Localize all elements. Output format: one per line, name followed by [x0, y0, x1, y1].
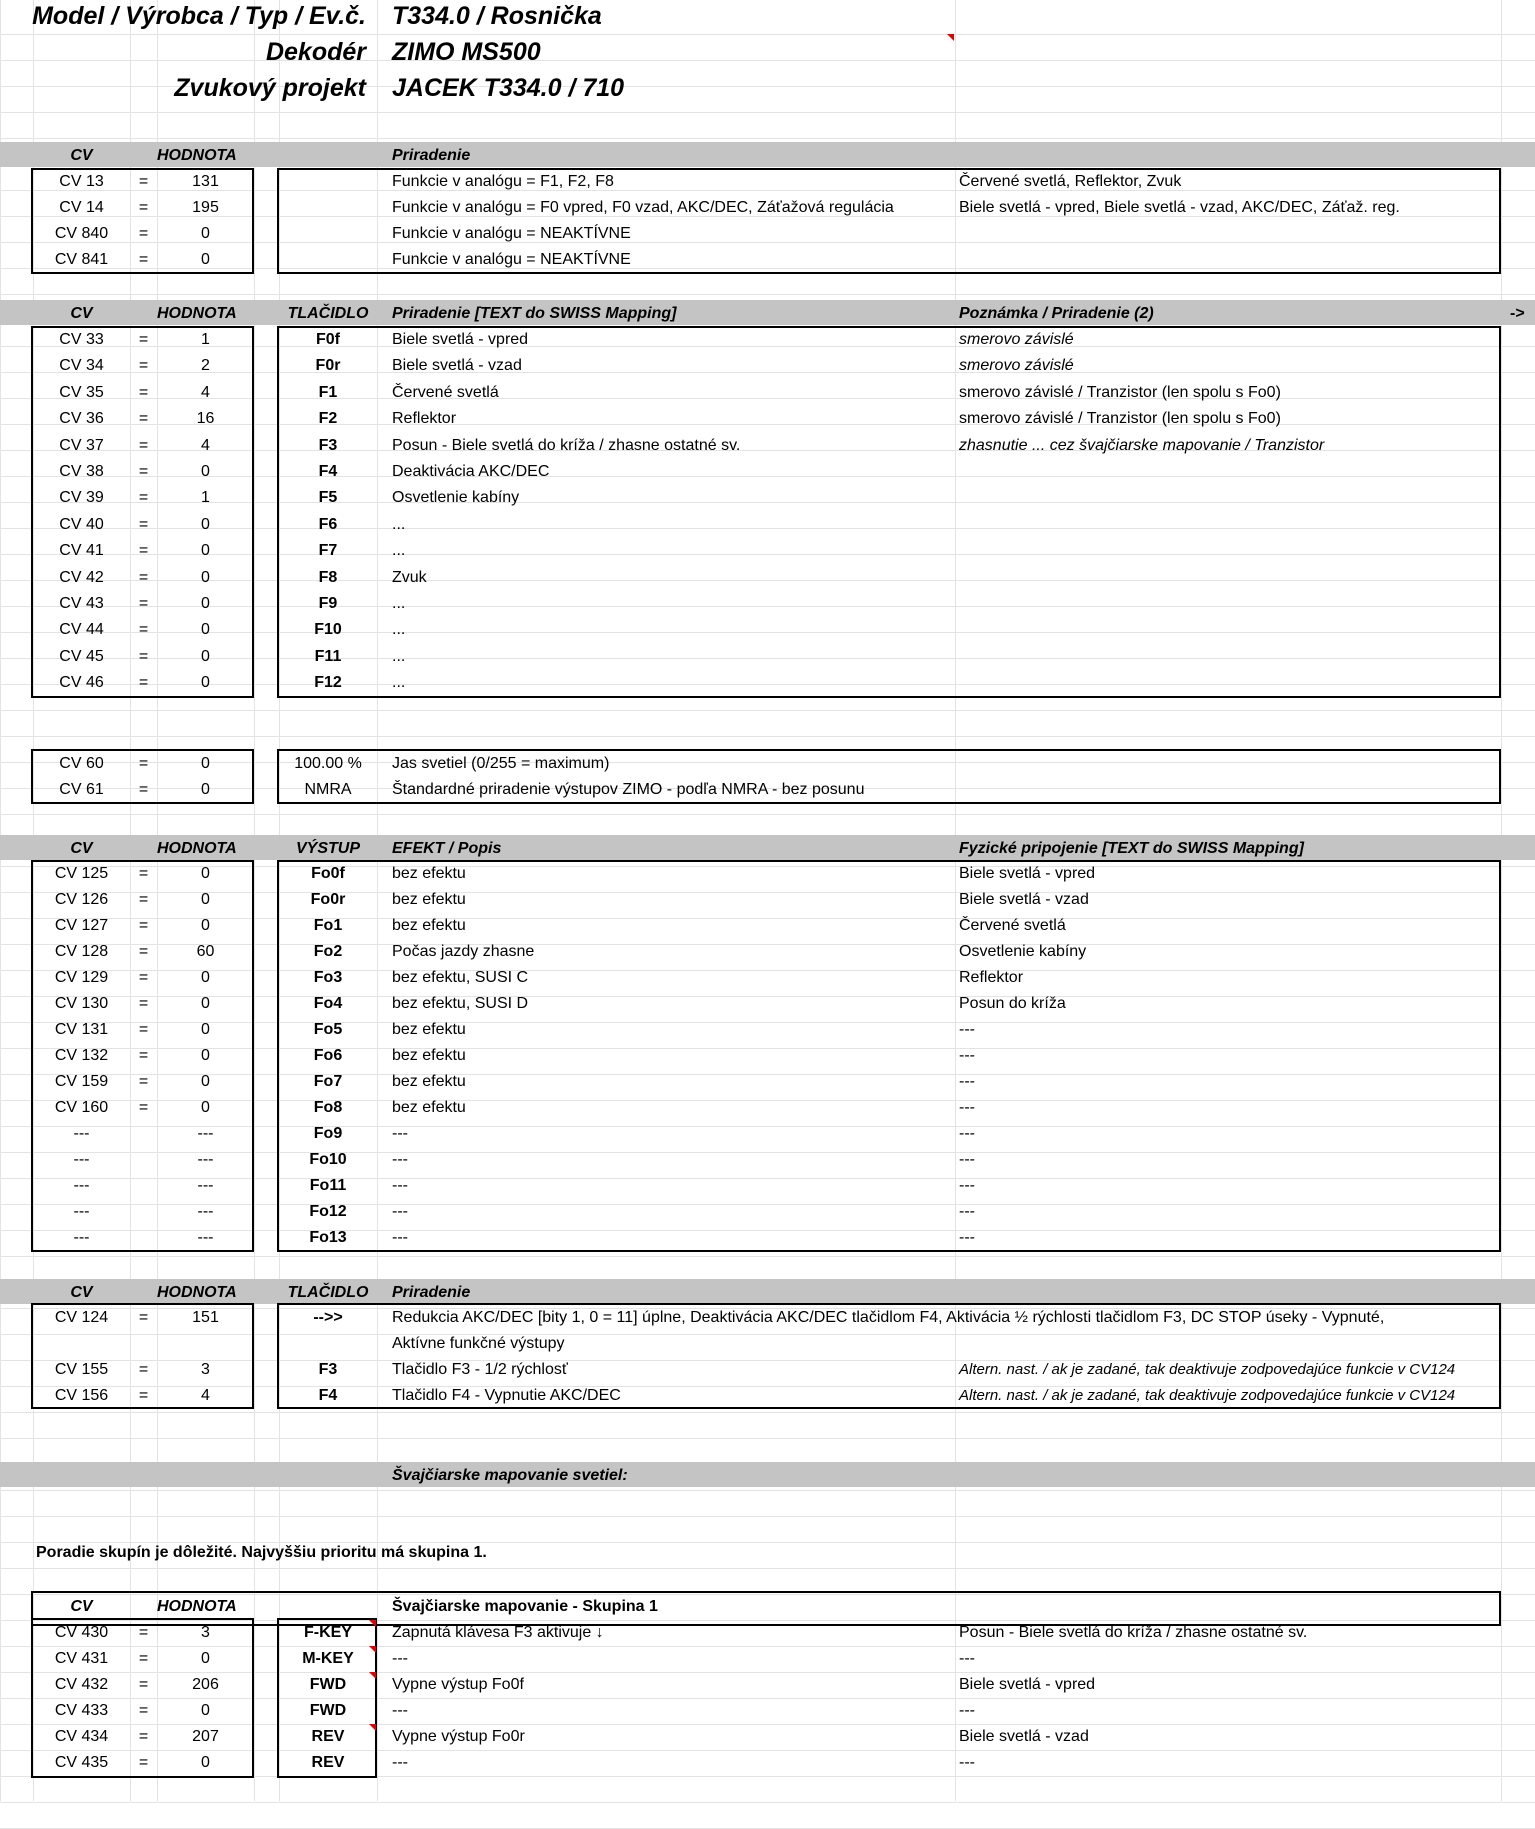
equals-cell[interactable]: = — [138, 621, 149, 639]
key-cell[interactable]: F11 — [314, 647, 342, 665]
cv-cell[interactable]: CV 160 — [54, 1099, 109, 1116]
value-cell[interactable]: 16 — [196, 410, 215, 428]
cv-cell[interactable]: CV 60 — [59, 755, 104, 772]
description-cell[interactable]: Biele svetlá - vpred — [392, 331, 529, 348]
note-cell[interactable]: zhasnutie ... cez švajčiarske mapovanie / Tranzistor — [959, 436, 1325, 454]
description-cell[interactable]: ... — [392, 647, 406, 665]
col-header-note[interactable]: Poznámka / Priradenie (2) — [959, 305, 1154, 322]
equals-cell[interactable]: = — [138, 251, 149, 268]
value-cell[interactable]: --- — [197, 1177, 214, 1194]
setting-cell[interactable]: NMRA — [304, 781, 352, 798]
grid-row-line — [0, 710, 1535, 711]
cv-cell[interactable]: CV 34 — [59, 357, 104, 375]
note-cell[interactable]: --- — [959, 1177, 975, 1194]
cv-cell[interactable]: CV 35 — [59, 383, 104, 401]
output-cell[interactable]: Fo11 — [309, 1177, 347, 1194]
cv-cell[interactable]: CV 37 — [59, 436, 104, 454]
equals-cell[interactable]: = — [138, 1309, 149, 1326]
col-header-effect[interactable]: EFEKT / Popis — [392, 840, 502, 857]
equals-cell[interactable]: = — [138, 568, 149, 586]
col-header-output[interactable]: VÝSTUP — [295, 840, 360, 857]
description-cell[interactable]: Funkcie v analógu = F0 vpred, F0 vzad, AKC/DEC, Záťažová regulácia — [392, 199, 894, 216]
key-cell[interactable]: F7 — [318, 542, 338, 560]
value-cell[interactable]: 0 — [201, 595, 210, 612]
equals-cell[interactable]: = — [138, 436, 149, 454]
description-cell[interactable]: Aktívne funkčné výstupy — [392, 1335, 565, 1352]
col-header-value[interactable]: HODNOTA — [157, 1598, 237, 1615]
note-cell[interactable]: Biele svetlá - vpred — [959, 865, 1096, 882]
cv-cell[interactable]: CV 155 — [54, 1361, 109, 1378]
cv-cell[interactable]: CV 840 — [54, 225, 109, 242]
col-header-assign[interactable]: Priradenie — [392, 147, 471, 164]
value-cell[interactable]: 151 — [192, 1309, 219, 1326]
equals-cell[interactable]: = — [138, 463, 149, 480]
output-cell[interactable]: Fo9 — [313, 1125, 343, 1142]
cv-cell[interactable]: CV 159 — [54, 1073, 109, 1090]
output-cell[interactable]: Fo7 — [313, 1073, 343, 1090]
grid-row-line — [0, 1438, 1535, 1439]
description-cell[interactable]: --- — [392, 1229, 408, 1246]
key-cell[interactable]: F10 — [314, 621, 342, 639]
value-cell[interactable]: --- — [197, 1151, 214, 1168]
value-cell[interactable]: --- — [197, 1203, 214, 1220]
description-cell[interactable]: Zapnutá klávesa F3 aktivuje ↓ — [392, 1624, 604, 1641]
description-cell[interactable]: Zvuk — [392, 568, 427, 586]
cv-cell[interactable]: CV 432 — [54, 1676, 109, 1693]
equals-cell[interactable]: = — [138, 755, 149, 772]
cv-cell[interactable]: CV 434 — [54, 1728, 109, 1745]
note-cell[interactable]: --- — [959, 1125, 975, 1142]
value-cell[interactable]: 4 — [201, 383, 210, 401]
description-cell[interactable]: bez efektu — [392, 917, 466, 934]
description-cell[interactable]: bez efektu — [392, 1047, 466, 1064]
value-cell[interactable]: 0 — [201, 1099, 210, 1116]
cv-cell[interactable]: --- — [73, 1151, 90, 1168]
cv-cell[interactable]: CV 46 — [59, 674, 104, 692]
value-cell[interactable]: 0 — [201, 865, 210, 882]
description-cell[interactable]: bez efektu — [392, 865, 466, 882]
equals-cell[interactable]: = — [138, 1754, 149, 1771]
note-cell[interactable]: Biele svetlá - vpred, Biele svetlá - vzad, AKC/DEC, Záťaž. reg. — [959, 199, 1400, 216]
grid-row-line — [0, 294, 1535, 295]
note-cell[interactable]: Altern. nast. / ak je zadané, tak deaktivuje zodpovedajúce funkcie v CV124 — [959, 1387, 1456, 1404]
cv-cell[interactable]: CV 130 — [54, 995, 109, 1012]
description-cell[interactable]: Redukcia AKC/DEC [bity 1, 0 = 11] úplne, Deaktivácia AKC/DEC tlačidlom F4, Aktivácia ½ rýchlosti tlačidlom F3, DC STOP úseky - Vypnuté, — [392, 1309, 1385, 1326]
key-cell[interactable]: F1 — [318, 383, 338, 401]
cv-cell[interactable]: CV 42 — [59, 568, 104, 586]
key-cell[interactable]: F0r — [315, 357, 341, 375]
note-cell[interactable]: Posun do kríža — [959, 995, 1066, 1012]
grid-row-line — [0, 112, 1535, 113]
comment-flag-icon[interactable] — [947, 34, 954, 41]
output-cell[interactable]: Fo8 — [313, 1099, 343, 1116]
value-cell[interactable]: 0 — [201, 995, 210, 1012]
value-cell[interactable]: 0 — [201, 1702, 210, 1719]
col-header-value[interactable]: HODNOTA — [157, 840, 237, 857]
cv-cell[interactable]: CV 128 — [54, 943, 109, 960]
value-cell[interactable]: 4 — [201, 1387, 210, 1404]
decoder-label[interactable]: Dekodér — [265, 38, 366, 66]
value-cell[interactable]: 0 — [201, 781, 210, 798]
note-cell[interactable]: --- — [959, 1754, 975, 1771]
note-cell[interactable]: --- — [959, 1702, 975, 1719]
col-header-value[interactable]: HODNOTA — [157, 305, 237, 322]
cv-cell[interactable]: CV 127 — [54, 917, 109, 934]
note-cell[interactable]: smerovo závislé / Tranzistor (len spolu s Fo0) — [959, 410, 1281, 428]
cv-cell[interactable]: --- — [73, 1125, 90, 1142]
grid-column-line — [254, 0, 255, 1801]
value-cell[interactable]: 0 — [201, 1021, 210, 1038]
key-cell[interactable]: FWD — [309, 1702, 347, 1719]
description-cell[interactable]: --- — [392, 1125, 408, 1142]
grid-column-line — [1501, 0, 1502, 1801]
equals-cell[interactable]: = — [138, 1624, 149, 1641]
col-header-cv[interactable]: CV — [70, 840, 93, 857]
equals-cell[interactable]: = — [138, 595, 149, 612]
comment-flag-icon[interactable] — [369, 1724, 376, 1731]
equals-cell[interactable]: = — [138, 995, 149, 1012]
description-cell[interactable]: --- — [392, 1203, 408, 1220]
note-cell[interactable]: Červené svetlá — [959, 917, 1066, 934]
swiss-header-band — [0, 1462, 1535, 1487]
equals-cell[interactable]: = — [138, 891, 149, 908]
value-cell[interactable]: 0 — [201, 568, 210, 586]
equals-cell[interactable]: = — [138, 383, 149, 401]
grid-column-line — [0, 0, 1, 1801]
output-cell[interactable]: Fo1 — [313, 917, 343, 934]
description-cell[interactable]: bez efektu, SUSI C — [392, 969, 529, 986]
equals-cell[interactable]: = — [138, 515, 149, 533]
cv-cell[interactable]: CV 126 — [54, 891, 109, 908]
key-cell[interactable]: F5 — [318, 489, 338, 507]
note-cell[interactable]: --- — [959, 1021, 975, 1038]
value-cell[interactable]: 0 — [201, 515, 210, 533]
equals-cell[interactable]: = — [138, 173, 149, 190]
col-header-key[interactable]: TLAČIDLO — [287, 305, 369, 322]
description-cell[interactable]: Posun - Biele svetlá do kríža / zhasne ostatné sv. — [392, 436, 741, 454]
description-cell[interactable]: Počas jazdy zhasne — [392, 943, 535, 960]
value-cell[interactable]: 0 — [201, 891, 210, 908]
cv-cell[interactable]: --- — [73, 1177, 90, 1194]
cv-cell[interactable]: CV 435 — [54, 1754, 109, 1771]
equals-cell[interactable]: = — [138, 489, 149, 507]
value-cell[interactable]: 0 — [201, 251, 210, 268]
description-cell[interactable]: Funkcie v analógu = NEAKTÍVNE — [392, 225, 631, 242]
key-cell[interactable]: F6 — [318, 515, 338, 533]
model-value[interactable]: T334.0 / Rosnička — [392, 2, 602, 30]
mapping-box-right — [277, 326, 1501, 698]
sound-project-value[interactable]: JACEK T334.0 / 710 — [392, 74, 625, 102]
equals-cell[interactable]: = — [138, 1728, 149, 1745]
sound-project-label[interactable]: Zvukový projekt — [174, 74, 366, 102]
equals-cell[interactable]: = — [138, 674, 149, 692]
description-cell[interactable]: Vypne výstup Fo0f — [392, 1676, 524, 1693]
col-header-value[interactable]: HODNOTA — [157, 1284, 237, 1301]
grid-row-line — [0, 1256, 1535, 1257]
grid-row-line — [0, 1516, 1535, 1517]
description-cell[interactable]: Reflektor — [392, 410, 457, 428]
col-header-assign[interactable]: Priradenie — [392, 1284, 471, 1301]
scroll-arrow-indicator[interactable]: -> — [1510, 305, 1525, 322]
output-cell[interactable]: Fo13 — [309, 1229, 347, 1246]
equals-cell[interactable]: = — [138, 199, 149, 216]
key-cell[interactable]: F12 — [314, 674, 342, 692]
value-cell[interactable]: 131 — [192, 173, 219, 190]
value-cell[interactable]: 1 — [201, 489, 210, 507]
equals-cell[interactable]: = — [138, 1650, 149, 1667]
equals-cell[interactable]: = — [138, 781, 149, 798]
key-cell[interactable]: F3 — [318, 1361, 338, 1378]
equals-cell[interactable]: = — [138, 1702, 149, 1719]
output-cell[interactable]: Fo0f — [311, 865, 345, 882]
cv-cell[interactable]: CV 61 — [59, 781, 104, 798]
equals-cell[interactable]: = — [138, 969, 149, 986]
equals-cell[interactable]: = — [138, 1073, 149, 1090]
cv-cell[interactable]: CV 125 — [54, 865, 109, 882]
value-cell[interactable]: 0 — [201, 1650, 210, 1667]
model-label[interactable]: Model / Výrobca / Typ / Ev.č. — [32, 2, 366, 30]
description-cell[interactable]: --- — [392, 1650, 408, 1667]
description-cell[interactable]: --- — [392, 1702, 408, 1719]
equals-cell[interactable]: = — [138, 225, 149, 242]
col-header-physical[interactable]: Fyzické pripojenie [TEXT do SWISS Mapping] — [959, 840, 1304, 857]
note-cell[interactable]: smerovo závislé — [959, 357, 1074, 375]
output-cell[interactable]: Fo6 — [313, 1047, 343, 1064]
value-cell[interactable]: 0 — [201, 542, 210, 560]
output-cell[interactable]: Fo4 — [313, 995, 343, 1012]
value-cell[interactable]: 0 — [201, 1073, 210, 1090]
key-cell[interactable]: REV — [311, 1728, 345, 1745]
cv-cell[interactable]: CV 156 — [54, 1387, 109, 1404]
description-cell[interactable]: Tlačidlo F3 - 1/2 rýchlosť — [392, 1361, 568, 1378]
value-cell[interactable]: 0 — [201, 917, 210, 934]
key-cell[interactable]: F8 — [318, 568, 338, 586]
comment-flag-icon[interactable] — [369, 1672, 376, 1679]
equals-cell[interactable]: = — [138, 917, 149, 934]
key-cell[interactable]: FWD — [309, 1676, 347, 1693]
value-cell[interactable]: --- — [197, 1125, 214, 1142]
key-cell[interactable]: F9 — [318, 595, 338, 612]
description-cell[interactable]: ... — [392, 674, 406, 692]
description-cell[interactable]: bez efektu — [392, 1021, 466, 1038]
note-cell[interactable]: Osvetlenie kabíny — [959, 943, 1087, 960]
cv-cell[interactable]: CV 433 — [54, 1702, 109, 1719]
cv-cell[interactable]: CV 129 — [54, 969, 109, 986]
key-cell[interactable]: F-KEY — [304, 1624, 352, 1641]
cv-cell[interactable]: CV 132 — [54, 1047, 109, 1064]
key-cell[interactable]: F4 — [318, 463, 338, 480]
description-cell[interactable]: ... — [392, 595, 406, 612]
col-header-cv[interactable]: CV — [70, 1284, 93, 1301]
description-cell[interactable]: ... — [392, 621, 406, 639]
note-cell[interactable]: Biele svetlá - vzad — [959, 1728, 1089, 1745]
value-cell[interactable]: 0 — [201, 755, 210, 772]
note-cell[interactable]: smerovo závislé / Tranzistor (len spolu s Fo0) — [959, 383, 1281, 401]
cv-cell[interactable]: CV 841 — [54, 251, 109, 268]
col-header-value[interactable]: HODNOTA — [157, 147, 237, 164]
equals-cell[interactable]: = — [138, 1387, 149, 1404]
equals-cell[interactable]: = — [138, 1361, 149, 1378]
cv-cell[interactable]: CV 43 — [59, 595, 104, 612]
cv-cell[interactable]: CV 39 — [59, 489, 104, 507]
note-cell[interactable]: --- — [959, 1229, 975, 1246]
equals-cell[interactable]: = — [138, 1047, 149, 1064]
cv-cell[interactable]: CV 38 — [59, 463, 104, 480]
key-cell[interactable]: -->> — [313, 1309, 343, 1326]
grid-row-line — [0, 814, 1535, 815]
note-cell[interactable]: Biele svetlá - vpred — [959, 1676, 1096, 1693]
cv-cell[interactable]: CV 41 — [59, 542, 104, 560]
key-cell[interactable]: F0f — [316, 331, 340, 348]
mapping-box-left — [31, 326, 254, 698]
cv-cell[interactable]: CV 14 — [59, 199, 104, 216]
grid-row-line — [0, 1802, 1535, 1803]
value-cell[interactable]: 195 — [192, 199, 219, 216]
equals-cell[interactable]: = — [138, 331, 149, 348]
description-cell[interactable]: ... — [392, 515, 406, 533]
cv-cell[interactable]: CV 45 — [59, 647, 104, 665]
note-cell[interactable]: --- — [959, 1650, 975, 1667]
description-cell[interactable]: --- — [392, 1151, 408, 1168]
description-cell[interactable]: Tlačidlo F4 - Vypnutie AKC/DEC — [392, 1387, 621, 1404]
col-header-assign[interactable]: Priradenie [TEXT do SWISS Mapping] — [392, 305, 677, 322]
description-cell[interactable]: bez efektu — [392, 1073, 466, 1090]
key-cell[interactable]: F4 — [318, 1387, 338, 1404]
description-cell[interactable]: Vypne výstup Fo0r — [392, 1728, 525, 1745]
note-cell[interactable]: Biele svetlá - vzad — [959, 891, 1089, 908]
value-cell[interactable]: 207 — [192, 1728, 219, 1745]
note-cell[interactable]: --- — [959, 1047, 975, 1064]
description-cell[interactable]: Funkcie v analógu = NEAKTÍVNE — [392, 251, 631, 268]
output-cell[interactable]: Fo2 — [313, 943, 343, 960]
cv-cell[interactable]: CV 431 — [54, 1650, 109, 1667]
description-cell[interactable]: ... — [392, 542, 406, 560]
cv-cell[interactable]: --- — [73, 1229, 90, 1246]
description-cell[interactable]: Jas svetiel (0/255 = maximum) — [392, 755, 610, 772]
equals-cell[interactable]: = — [138, 1021, 149, 1038]
key-cell[interactable]: REV — [311, 1754, 345, 1771]
value-cell[interactable]: 1 — [201, 331, 210, 348]
description-cell[interactable]: Funkcie v analógu = F1, F2, F8 — [392, 173, 614, 190]
note-cell[interactable]: --- — [959, 1203, 975, 1220]
col-header-cv[interactable]: CV — [70, 1598, 93, 1615]
value-cell[interactable]: 0 — [201, 969, 210, 986]
comment-flag-icon[interactable] — [369, 1620, 376, 1627]
note-cell[interactable]: Červené svetlá, Reflektor, Zvuk — [959, 173, 1182, 190]
value-cell[interactable]: 3 — [201, 1361, 210, 1378]
output-cell[interactable]: Fo5 — [313, 1021, 343, 1038]
grid-row-line — [0, 1568, 1535, 1569]
key-cell[interactable]: F3 — [318, 436, 338, 454]
col-header-cv[interactable]: CV — [70, 305, 93, 322]
note-cell[interactable]: Posun - Biele svetlá do kríža / zhasne ostatné sv. — [959, 1624, 1308, 1641]
col-header-group[interactable]: Švajčiarske mapovanie - Skupina 1 — [392, 1598, 658, 1615]
equals-cell[interactable]: = — [138, 647, 149, 665]
cv-cell[interactable]: CV 33 — [59, 331, 104, 348]
value-cell[interactable]: 0 — [201, 674, 210, 692]
value-cell[interactable]: 0 — [201, 225, 210, 242]
description-cell[interactable]: Štandardné priradenie výstupov ZIMO - podľa NMRA - bez posunu — [392, 781, 865, 798]
cv-cell[interactable]: CV 124 — [54, 1309, 109, 1326]
output-cell[interactable]: Fo12 — [309, 1203, 347, 1220]
description-cell[interactable]: Červené svetlá — [392, 383, 499, 401]
grid-row-line — [0, 1412, 1535, 1413]
equals-cell[interactable]: = — [138, 410, 149, 428]
note-cell[interactable]: smerovo závislé — [959, 331, 1074, 348]
description-cell[interactable]: bez efektu — [392, 1099, 466, 1116]
swiss-section-title[interactable]: Švajčiarske mapovanie svetiel: — [392, 1467, 628, 1484]
description-cell[interactable]: bez efektu — [392, 891, 466, 908]
col-header-key[interactable]: TLAČIDLO — [287, 1284, 369, 1301]
description-cell[interactable]: bez efektu, SUSI D — [392, 995, 529, 1012]
grid-row-line — [0, 138, 1535, 139]
col-header-cv[interactable]: CV — [70, 147, 93, 164]
key-cell[interactable]: F2 — [318, 410, 338, 428]
equals-cell[interactable]: = — [138, 357, 149, 375]
description-cell[interactable]: Osvetlenie kabíny — [392, 489, 520, 507]
grid-row-line — [0, 34, 1535, 35]
setting-cell[interactable]: 100.00 % — [294, 755, 362, 772]
cv-cell[interactable]: CV 40 — [59, 515, 104, 533]
output-cell[interactable]: Fo3 — [313, 969, 343, 986]
value-cell[interactable]: 0 — [201, 463, 210, 480]
value-cell[interactable]: 3 — [201, 1624, 210, 1641]
output-cell[interactable]: Fo10 — [309, 1151, 347, 1168]
cv-cell[interactable]: CV 131 — [54, 1021, 109, 1038]
equals-cell[interactable]: = — [138, 943, 149, 960]
description-cell[interactable]: --- — [392, 1754, 408, 1771]
note-cell[interactable]: --- — [959, 1099, 975, 1116]
key-cell[interactable]: M-KEY — [302, 1650, 354, 1667]
note-cell[interactable]: Reflektor — [959, 969, 1024, 986]
description-cell[interactable]: --- — [392, 1177, 408, 1194]
cv-cell[interactable]: CV 430 — [54, 1624, 109, 1641]
decoder-value[interactable]: ZIMO MS500 — [392, 38, 541, 66]
value-cell[interactable]: 206 — [192, 1676, 219, 1693]
value-cell[interactable]: 2 — [201, 357, 210, 375]
description-cell[interactable]: Biele svetlá - vzad — [392, 357, 522, 375]
output-cell[interactable]: Fo0r — [310, 891, 346, 908]
value-cell[interactable]: 0 — [201, 621, 210, 639]
value-cell[interactable]: 0 — [201, 1754, 210, 1771]
cv-cell[interactable]: CV 44 — [59, 621, 104, 639]
value-cell[interactable]: 60 — [196, 943, 215, 960]
equals-cell[interactable]: = — [138, 542, 149, 560]
grid-row-line — [0, 1490, 1535, 1491]
note-cell[interactable]: --- — [959, 1073, 975, 1090]
value-cell[interactable]: 4 — [201, 436, 210, 454]
cv-cell[interactable]: CV 36 — [59, 410, 104, 428]
value-cell[interactable]: 0 — [201, 1047, 210, 1064]
grid-row-line — [0, 736, 1535, 737]
cv-cell[interactable]: CV 13 — [59, 173, 104, 190]
description-cell[interactable]: Deaktivácia AKC/DEC — [392, 463, 550, 480]
equals-cell[interactable]: = — [138, 1099, 149, 1116]
value-cell[interactable]: 0 — [201, 647, 210, 665]
cv-cell[interactable]: --- — [73, 1203, 90, 1220]
value-cell[interactable]: --- — [197, 1229, 214, 1246]
equals-cell[interactable]: = — [138, 1676, 149, 1693]
note-cell[interactable]: Altern. nast. / ak je zadané, tak deaktivuje zodpovedajúce funkcie v CV124 — [959, 1361, 1456, 1378]
priority-note[interactable]: Poradie skupín je dôležité. Najvyššiu prioritu má skupina 1. — [36, 1544, 487, 1561]
comment-flag-icon[interactable] — [369, 1646, 376, 1653]
equals-cell[interactable]: = — [138, 865, 149, 882]
note-cell[interactable]: --- — [959, 1151, 975, 1168]
